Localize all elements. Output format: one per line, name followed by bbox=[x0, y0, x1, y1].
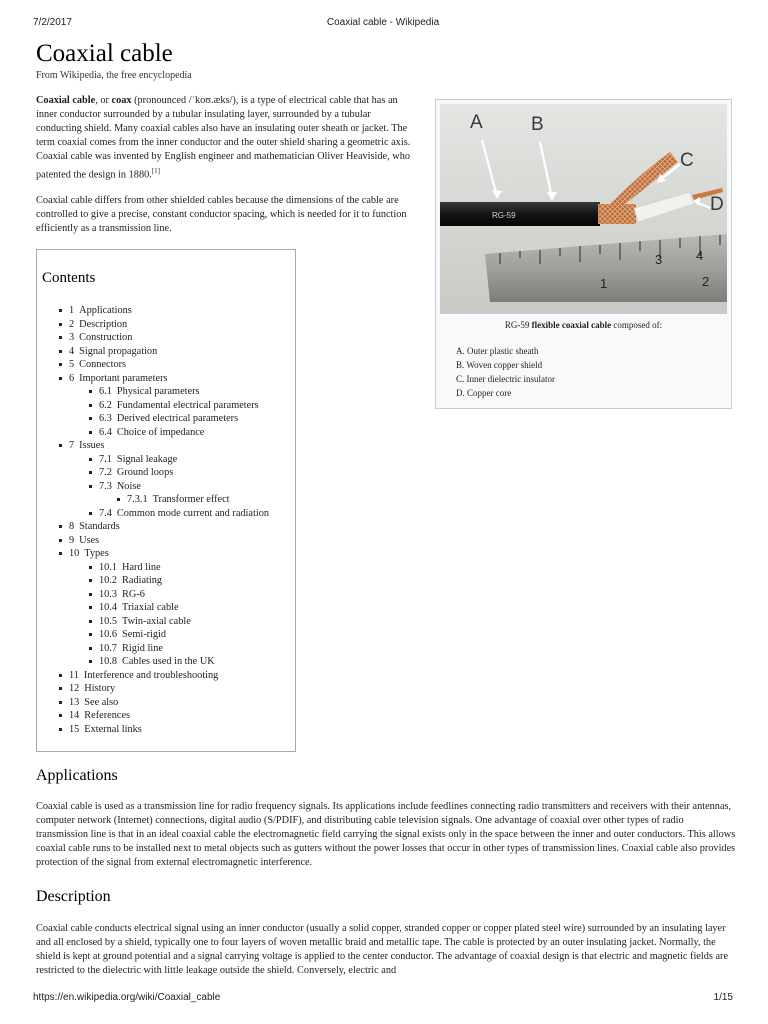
toc-item[interactable] bbox=[59, 696, 269, 710]
toc-item-number: 10.3 bbox=[99, 588, 118, 600]
toc-item-number: 6.1 bbox=[99, 386, 112, 397]
toc-item[interactable] bbox=[59, 345, 269, 359]
toc-item[interactable] bbox=[59, 520, 269, 534]
toc-item-number: 6.3 bbox=[99, 413, 112, 424]
toc-item-number: 9 bbox=[69, 534, 75, 546]
toc-item-number: 2 bbox=[69, 318, 75, 330]
toc-item-number: 10.5 bbox=[99, 615, 118, 627]
toc-item-label: RG-6 bbox=[122, 588, 145, 600]
toc-item[interactable] bbox=[59, 547, 269, 561]
legend-item: B. Woven copper shield bbox=[456, 360, 543, 370]
legend-item: A. Outer plastic sheath bbox=[456, 346, 539, 356]
toc-item-label: See also bbox=[84, 696, 119, 708]
toc-item-label: Fundamental electrical parameters bbox=[116, 399, 259, 411]
toc-item-label: Twin-axial cable bbox=[122, 615, 191, 627]
toc-item-label: Applications bbox=[79, 305, 132, 316]
toc-item[interactable] bbox=[89, 588, 269, 602]
toc-item-number: 13 bbox=[69, 696, 80, 708]
toc-item-label: Derived electrical parameters bbox=[116, 413, 239, 424]
toc-item[interactable] bbox=[59, 358, 269, 372]
toc-item-number: 7.1 bbox=[99, 453, 112, 465]
toc-item-number: 8 bbox=[69, 521, 75, 532]
toc-item-label: Common mode current and radiation bbox=[116, 507, 270, 519]
toc-item[interactable] bbox=[59, 682, 269, 696]
print-page-title: Coaxial cable - Wikipedia bbox=[326, 17, 440, 28]
toc-item-number: 11 bbox=[69, 669, 79, 681]
toc-item-label: Standards bbox=[79, 521, 120, 532]
toc-item-label: Triaxial cable bbox=[122, 602, 179, 613]
toc-item[interactable] bbox=[89, 412, 269, 426]
toc-item[interactable] bbox=[89, 426, 269, 440]
caption-link[interactable]: flexible coaxial cable bbox=[531, 320, 612, 330]
svg-text:2: 2 bbox=[702, 274, 710, 289]
toc-item-label: Description bbox=[79, 318, 128, 330]
intro-term-coax: coax bbox=[111, 95, 132, 106]
toc-item-number: 6.4 bbox=[99, 426, 112, 438]
section-heading-applications: Applications bbox=[36, 767, 118, 784]
toc-item-label: Rigid line bbox=[122, 642, 163, 654]
svg-text:D: D bbox=[710, 194, 724, 215]
toc-item-label: Connectors bbox=[79, 359, 127, 370]
toc-item-label: Signal propagation bbox=[79, 345, 158, 357]
toc-item-number: 7.3 bbox=[99, 480, 112, 492]
toc-item-label: Physical parameters bbox=[116, 386, 200, 397]
toc-item[interactable] bbox=[59, 372, 269, 386]
toc-item[interactable] bbox=[117, 493, 269, 507]
toc-item[interactable] bbox=[89, 507, 269, 521]
toc-item-number: 7 bbox=[69, 440, 75, 451]
print-footer bbox=[33, 992, 733, 1006]
toc-item-number: 10 bbox=[69, 548, 80, 559]
toc-item-label: Signal leakage bbox=[116, 453, 178, 465]
legend-item: C. Inner dielectric insulator bbox=[456, 374, 555, 384]
toc-item[interactable] bbox=[89, 561, 269, 575]
toc-item-label: History bbox=[84, 683, 116, 694]
toc-item-number: 7.3.1 bbox=[127, 494, 148, 505]
toc-item[interactable] bbox=[59, 304, 269, 318]
toc-item-label: External links bbox=[84, 723, 142, 735]
toc-item-label: Uses bbox=[79, 534, 100, 546]
toc-item[interactable] bbox=[89, 466, 269, 480]
toc-list bbox=[59, 304, 269, 736]
toc-item-number: 10.8 bbox=[99, 656, 118, 667]
toc-item[interactable] bbox=[89, 655, 269, 669]
toc-item-number: 3 bbox=[69, 332, 75, 343]
print-page-number: 1/15 bbox=[713, 992, 733, 1003]
toc-item-number: 4 bbox=[69, 345, 75, 357]
svg-text:4: 4 bbox=[696, 248, 704, 263]
table-of-contents bbox=[36, 249, 296, 752]
toc-item[interactable] bbox=[59, 439, 269, 453]
toc-item-number: 5 bbox=[69, 359, 75, 370]
toc-item[interactable] bbox=[89, 615, 269, 629]
toc-item[interactable] bbox=[89, 480, 269, 494]
toc-item[interactable] bbox=[59, 331, 269, 345]
toc-item-label: Hard line bbox=[122, 561, 161, 573]
svg-text:C: C bbox=[680, 150, 694, 171]
toc-item-label: Issues bbox=[79, 440, 105, 451]
toc-item-number: 10.4 bbox=[99, 602, 118, 613]
toc-item-label: Semi-rigid bbox=[122, 629, 167, 640]
intro-paragraph-2: Coaxial cable differs from other shielded cables because the dimensions of the cable are controlled to give a precise, constant conductor spacing, which is needed for it to function efficiently as a transmission line. bbox=[36, 195, 407, 234]
toc-item-label: Radiating bbox=[122, 575, 163, 586]
infobox-figure bbox=[435, 99, 732, 409]
toc-item[interactable] bbox=[59, 669, 269, 683]
toc-item[interactable] bbox=[89, 453, 269, 467]
toc-item-number: 7.4 bbox=[99, 507, 112, 519]
toc-item-number: 10.7 bbox=[99, 642, 118, 654]
toc-item-label: References bbox=[84, 710, 131, 721]
svg-text:B: B bbox=[531, 114, 544, 135]
figure-legend bbox=[456, 344, 555, 400]
legend-item: D. Copper core bbox=[456, 388, 512, 398]
toc-item[interactable] bbox=[59, 723, 269, 737]
svg-text:A: A bbox=[470, 112, 483, 133]
applications-paragraph: Coaxial cable is used as a transmission line for radio frequency signals. Its applications include feedlines connecting radio transmitters and receivers with their antennas, computer network (Internet) connections, digital audio (S/PDIF), and distributing cable television signals. One advantage of coaxial over other types of radio transmission line is that in an ideal coaxial cable the electromagnetic field carrying the signal exists only in the space between the inner and outer conductors. This allows coaxial cable runs to be installed next to metal objects such as gutters without the power losses that occur in other types of transmission lines. Coaxial cable also provides protection of the signal from external electromagnetic interference. bbox=[36, 801, 736, 868]
toc-item-number: 10.2 bbox=[99, 575, 118, 586]
toc-item[interactable] bbox=[89, 574, 269, 588]
toc-item-number: 6 bbox=[69, 372, 75, 384]
print-header bbox=[33, 17, 733, 31]
toc-item[interactable] bbox=[89, 385, 269, 399]
svg-text:3: 3 bbox=[655, 252, 663, 267]
citation-link[interactable]: [1] bbox=[151, 167, 160, 175]
toc-item[interactable] bbox=[89, 601, 269, 615]
toc-item-label: Ground loops bbox=[116, 467, 174, 478]
toc-item-number: 15 bbox=[69, 723, 80, 735]
page-tagline: From Wikipedia, the free encyclopedia bbox=[36, 70, 192, 81]
figure-caption: RG-59 flexible coaxial cable composed of: bbox=[504, 320, 663, 330]
toc-item[interactable] bbox=[59, 534, 269, 548]
page-title: Coaxial cable bbox=[36, 40, 173, 67]
toc-item-label: Transformer effect bbox=[152, 494, 230, 505]
toc-item[interactable] bbox=[59, 318, 269, 332]
toc-item-label: Choice of impedance bbox=[116, 426, 205, 438]
intro-paragraph: Coaxial cable, or coax (pronounced /ˈkoʊ.æks/), is a type of electrical cable that has an inner conductor surrounded by a tubular insulating layer, surrounded by a tubular conducting shield. Many coaxial cables also have an insulating outer sheath or jacket. The term coaxial comes from the inner conductor and the outer shield sharing a geometric axis. Coaxial cable was invented by English engineer and mathematician Oliver Heaviside, who patented the design in 1880.[1] bbox=[36, 95, 411, 181]
toc-item-number: 7.2 bbox=[99, 467, 112, 478]
toc-title: Contents bbox=[42, 270, 96, 286]
toc-item-label: Interference and troubleshooting bbox=[83, 669, 219, 681]
toc-item-number: 1 bbox=[69, 305, 75, 316]
print-url: https://en.wikipedia.org/wiki/Coaxial_cable bbox=[33, 992, 221, 1003]
toc-item[interactable] bbox=[89, 628, 269, 642]
toc-item-number: 6.2 bbox=[99, 399, 112, 411]
outer-plastic-sheath bbox=[440, 202, 600, 226]
intro-term-coaxial: Coaxial cable bbox=[36, 95, 96, 106]
toc-item-number: 10.6 bbox=[99, 629, 118, 640]
coaxial-cable-photo[interactable] bbox=[440, 104, 727, 314]
toc-item[interactable] bbox=[89, 642, 269, 656]
svg-text:1: 1 bbox=[600, 276, 608, 291]
svg-text:RG-59: RG-59 bbox=[492, 211, 516, 220]
toc-item-label: Cables used in the UK bbox=[122, 656, 215, 667]
description-paragraph: Coaxial cable conducts electrical signal using an inner conductor (usually a solid copper, stranded copper or copper plated steel wire) surrounded by an insulating layer and all enclosed by a shield, typically one to four layers of woven metallic braid and metallic tape. The cable is protected by an outer insulating jacket. Normally, the shield is kept at ground potential and a signal carrying voltage is applied to the center conductor. The advantage of coaxial design is that electric and magnetic fields are restricted to the dielectric with little leakage outside the shield. Conversely, electric and bbox=[36, 923, 729, 976]
print-date: 7/2/2017 bbox=[33, 17, 72, 28]
toc-item[interactable] bbox=[59, 709, 269, 723]
toc-item-number: 10.1 bbox=[99, 561, 118, 573]
toc-item-number: 14 bbox=[69, 710, 80, 721]
toc-item-label: Types bbox=[84, 548, 109, 559]
toc-item[interactable] bbox=[89, 399, 269, 413]
toc-item-label: Noise bbox=[116, 480, 141, 492]
section-heading-description: Description bbox=[36, 888, 111, 905]
toc-item-label: Construction bbox=[79, 332, 133, 343]
toc-item-number: 12 bbox=[69, 683, 80, 694]
toc-item-label: Important parameters bbox=[79, 372, 168, 384]
